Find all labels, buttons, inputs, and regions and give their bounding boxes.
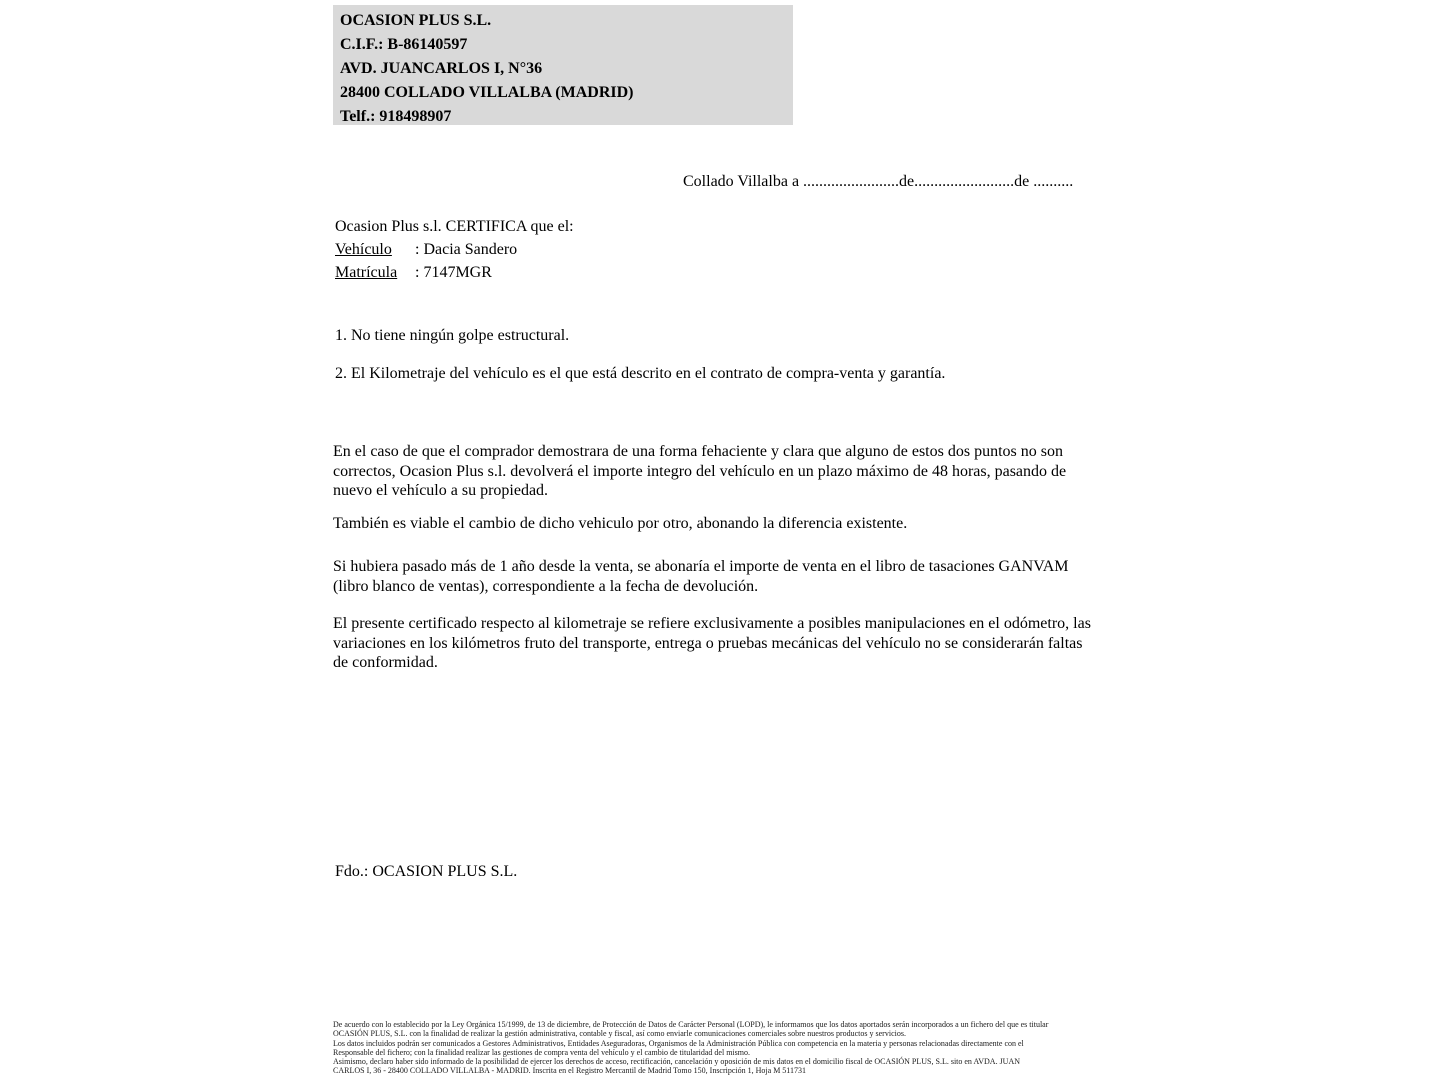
certify-intro: Ocasion Plus s.l. CERTIFICA que el: [335, 218, 574, 235]
plate-line [335, 264, 492, 282]
paragraph-odometer: El presente certificado respecto al kilometraje se refiere exclusivamente a posibles manipulaciones en el odómetro, las variaciones en los kilómetros fruto del transporte, entrega o pruebas mecánicas del vehículo no se considerarán faltas de conformidad. [333, 615, 1091, 671]
legal-footer-line-3: Los datos incluidos podrán ser comunicados a Gestores Administrativos, Entidades Aseguradoras, Organismos de la Administración Pública con competencia en la materia y personas relacionadas directamente con el [333, 1038, 1024, 1048]
vehicle-label-wrap [335, 241, 415, 259]
company-address: AVD. JUANCARLOS I, N°36 [340, 60, 543, 77]
legal-footer-line-2: OCASIÓN PLUS, S.L. con la finalidad de realizar la gestión administrativa, contable y fiscal, así como enviarle comunicaciones comerciales sobre nuestros productos y servicios. [333, 1029, 906, 1039]
signature-line: Fdo.: OCASION PLUS S.L. [335, 863, 518, 880]
legal-footer-line-6: CARLOS I, 36 - 28400 COLLADO VILLALBA - MADRID. Inscrita en el Registro Mercantil de Madrid Tomo 150, Inscripción 1, Hoja M 511731 [333, 1066, 807, 1076]
company-header-block [333, 5, 793, 125]
legal-footer-line-1: De acuerdo con lo establecido por la Ley Orgánica 15/1999, de 13 de diciembre, de Protección de Datos de Carácter Personal (LOPD), le informamos que los datos aportados serán incorporados a un fichero del que es titular [333, 1020, 1049, 1029]
plate-label-wrap [335, 264, 415, 282]
paragraph-ganvam: Si hubiera pasado más de 1 año desde la venta, se abonaría el importe de venta en el libro de tasaciones GANVAM (libro blanco de ventas), correspondiente a la fecha de devolución. [333, 558, 1069, 595]
date-line: Collado Villalba a ........................de.........................de .......... [683, 173, 1074, 190]
vehicle-line [335, 241, 517, 259]
paragraph-exchange: También es viable el cambio de dicho vehiculo por otro, abonando la diferencia existente. [333, 515, 908, 532]
point-structural: 1. No tiene ningún golpe estructural. [335, 327, 570, 344]
company-phone: Telf.: 918498907 [340, 108, 452, 125]
legal-footer-line-4: Responsable del fichero; con la finalidad realizar las gestiones de compra venta del vehículo y el cambio de titularidad del mismo. [333, 1047, 750, 1057]
paragraph-refund: En el caso de que el comprador demostrara de una forma fehaciente y clara que alguno de estos dos puntos no son correctos, Ocasion Plus s.l. devolverá el importe integro del vehículo en un plazo máximo de 48 horas, pasando de nuevo el vehículo a su propiedad. [333, 443, 1067, 499]
company-name: OCASION PLUS S.L. [340, 12, 492, 29]
plate-value: : 7147MGR [415, 264, 492, 281]
plate-label: Matrícula [335, 264, 398, 281]
company-city: 28400 COLLADO VILLALBA (MADRID) [340, 84, 634, 101]
company-cif: C.I.F.: B-86140597 [340, 36, 468, 53]
point-mileage: 2. El Kilometraje del vehículo es el que está descrito en el contrato de compra-venta y garantía. [335, 365, 946, 382]
vehicle-label: Vehículo [335, 241, 392, 258]
legal-footer [333, 1020, 1113, 1076]
vehicle-value: : Dacia Sandero [415, 241, 518, 258]
legal-footer-line-5: Asimismo, declaro haber sido informado de la posibilidad de ejercer los derechos de acceso, rectificación, cancelación y oposición de mis datos en el domicilio fiscal de OCASIÓN PLUS, S.L. sito en AVDA. JUAN [333, 1057, 1021, 1067]
